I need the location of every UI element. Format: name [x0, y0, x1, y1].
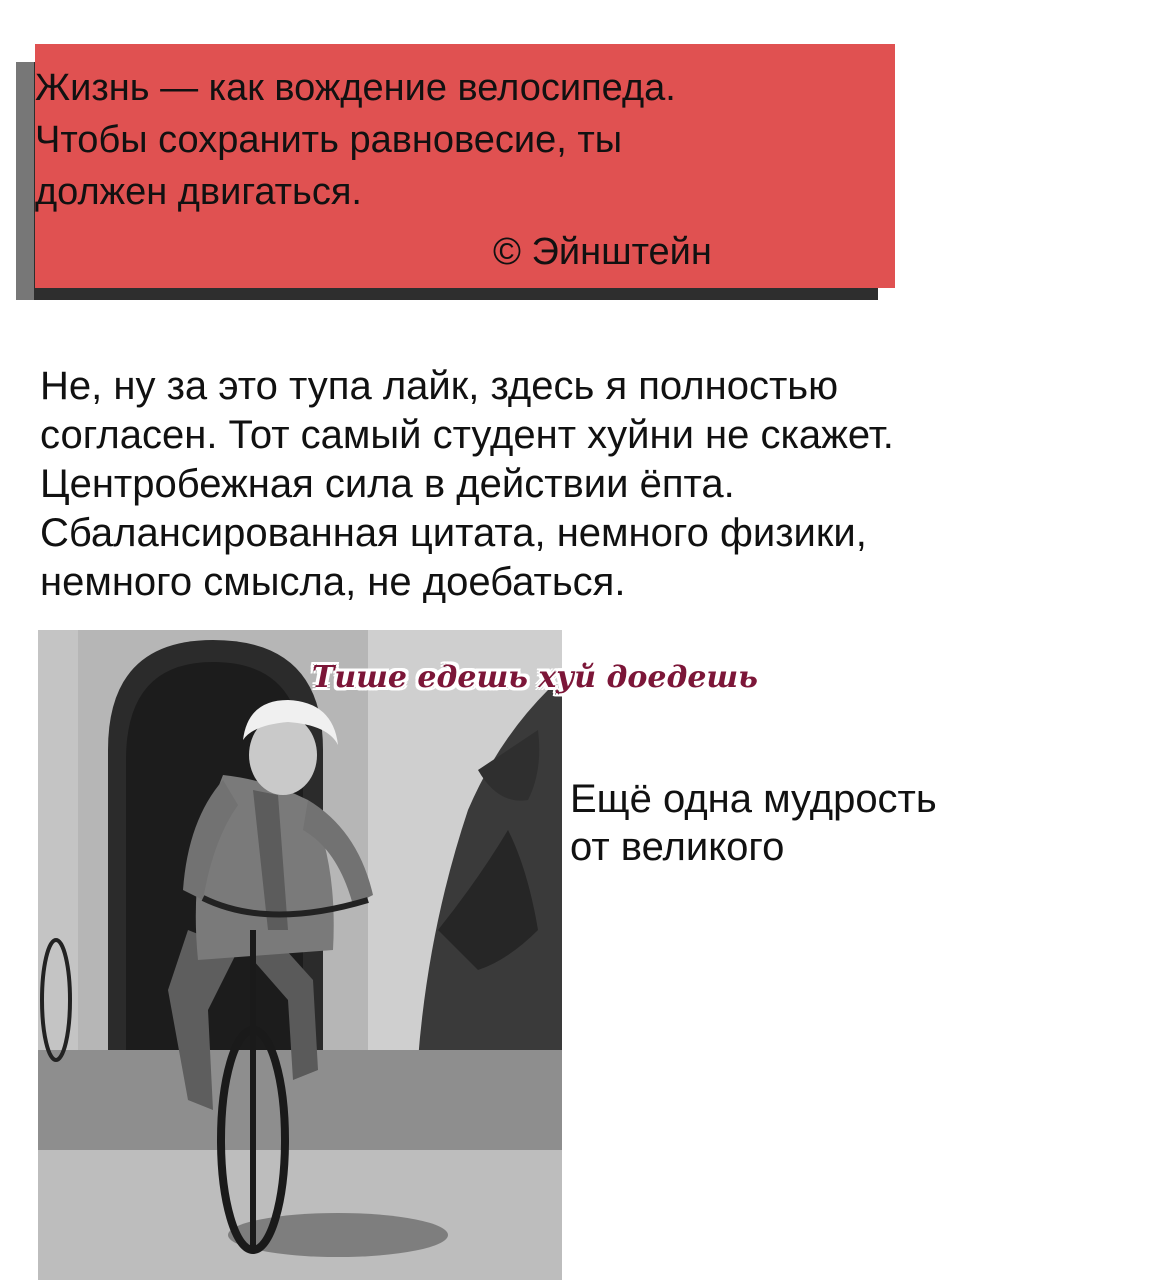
quote-text: Жизнь — как вождение велосипеда. Чтобы сохранить равновесие, ты должен двигаться. [35, 67, 676, 213]
side-text: Ещё одна мудрость от великого [570, 777, 937, 869]
quote-box [35, 44, 895, 288]
quote-author: © Эйнштейн [493, 231, 712, 273]
einstein-bicycle-photo [38, 630, 562, 1280]
photo-caption: Тише едешь хуй доедешь [312, 660, 758, 695]
comment-text: Не, ну за это тупа лайк, здесь я полностью согласен. Тот самый студент хуйни не скажет. Центробежная сила в действии ёпта. Сбалансированная цитата, немного физики, немного смысла, не доебаться. [40, 364, 894, 604]
quote-box-shadow-edge [16, 62, 34, 300]
